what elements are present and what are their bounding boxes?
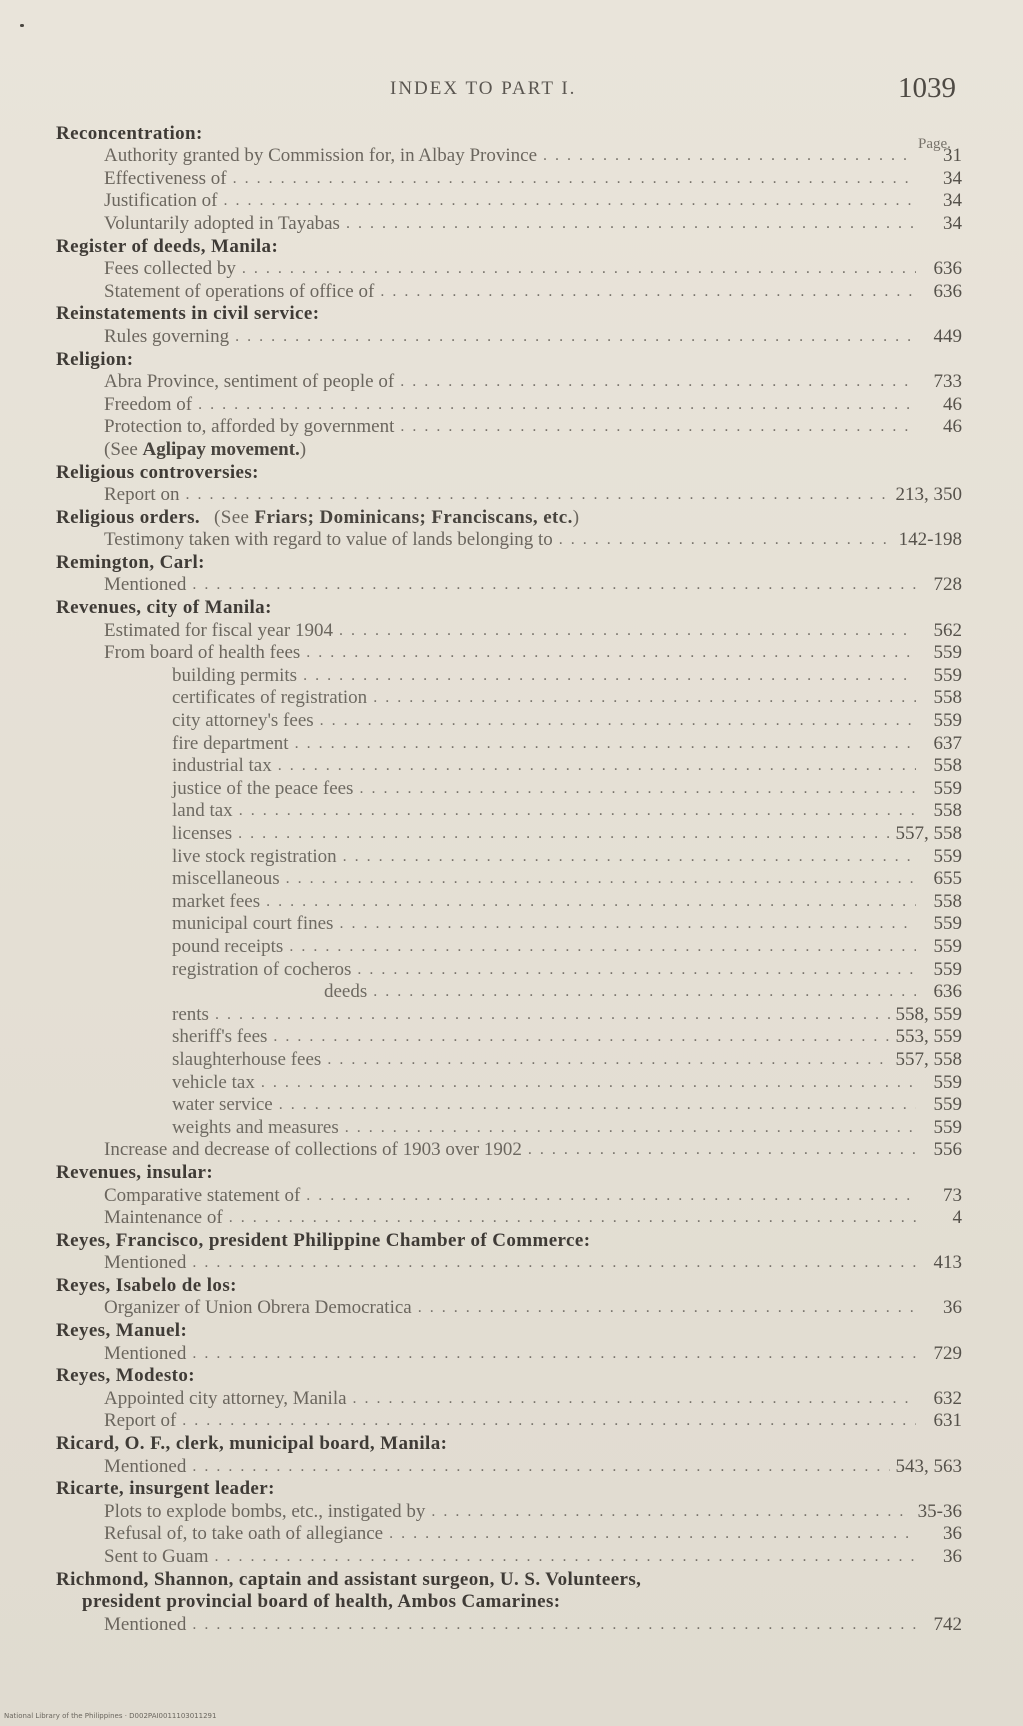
dot-leader: [242, 258, 916, 280]
index-subentry: [56, 1545, 966, 1568]
page-ref: 142-198: [898, 529, 962, 551]
entry-text: Mentioned: [104, 1455, 187, 1477]
index-heading: [56, 1229, 966, 1252]
entry-text: slaughterhouse fees: [172, 1048, 322, 1070]
dot-leader: [215, 1004, 890, 1026]
dot-leader: [192, 1614, 916, 1636]
entry-text: Comparative statement of: [104, 1184, 301, 1206]
entry-text: Report of: [104, 1410, 177, 1432]
page-ref: 34: [943, 167, 962, 189]
page-ref: 636: [933, 258, 962, 280]
entry-text: Voluntarily adopted in Tayabas: [104, 212, 340, 234]
see-suffix: ): [572, 506, 580, 528]
dot-leader: [215, 1546, 917, 1568]
dot-leader: [185, 484, 889, 506]
entry-text: deeds: [324, 981, 368, 1003]
entry-text: sheriff's fees: [172, 1026, 268, 1048]
entry-text: Fees collected by: [104, 258, 236, 280]
page-ref: 413: [933, 1252, 962, 1274]
page-ref: 729: [933, 1342, 962, 1364]
index-heading: [56, 1478, 966, 1501]
index-heading: [56, 551, 966, 574]
dot-leader: [528, 1139, 916, 1161]
page-ref: 559: [933, 664, 962, 686]
entry-text: Freedom of: [104, 393, 193, 415]
index-subentry: [56, 642, 966, 665]
entry-text: Mentioned: [104, 1252, 187, 1274]
index-heading: [56, 1365, 966, 1388]
page-ref: 631: [933, 1410, 962, 1432]
running-title: INDEX TO PART I.: [390, 78, 577, 99]
index-heading: [56, 1161, 966, 1184]
page-ref: 559: [933, 845, 962, 867]
index-heading: [56, 303, 966, 326]
index-subentry: [56, 1184, 966, 1207]
dot-leader: [229, 1207, 916, 1229]
index-subentry: [56, 1297, 966, 1320]
entry-text: rents: [172, 1003, 209, 1025]
page-ref: 543, 563: [895, 1455, 962, 1477]
index-subentry: [56, 258, 966, 281]
entry-text: Revenues, city of Manila:: [56, 597, 272, 619]
entry-text: land tax: [172, 800, 233, 822]
page-ref: 559: [933, 1116, 962, 1138]
index-heading: [56, 506, 966, 529]
entry-text: Remington, Carl:: [56, 551, 205, 573]
entry-text: Religion:: [56, 348, 134, 370]
page-ref: 556: [933, 1139, 962, 1161]
dot-leader: [273, 1026, 889, 1048]
index-heading: [56, 1568, 966, 1591]
index-heading: [56, 1319, 966, 1342]
page-ref: 557, 558: [895, 1048, 962, 1070]
index-subentry-nested: [56, 777, 966, 800]
page-ref: 655: [933, 868, 962, 890]
index-subentry: [56, 1455, 966, 1478]
index-subentry: [56, 619, 966, 642]
entry-text: Rules governing: [104, 325, 230, 347]
dot-leader: [327, 1049, 889, 1071]
entry-text: market fees: [172, 890, 261, 912]
entry-text: president provincial board of health, Ambos Camarines:: [82, 1591, 561, 1613]
entry-text: Mentioned: [104, 1342, 187, 1364]
entry-text: live stock registration: [172, 845, 337, 867]
index-subentry-nested: [56, 1003, 966, 1026]
page-ref: 733: [933, 371, 962, 393]
entry-text: Effectiveness of: [104, 167, 227, 189]
page-ref: 31: [943, 145, 962, 167]
index-subentry-nested: [56, 890, 966, 913]
entry-text: Increase and decrease of collections of 1903 over 1902: [104, 1139, 522, 1161]
dot-leader: [320, 710, 916, 732]
page-ref: 632: [933, 1387, 962, 1409]
page-ref: 559: [933, 710, 962, 732]
index-subentry: [56, 416, 966, 439]
index-subentry: [56, 1207, 966, 1230]
page-ref: 46: [943, 393, 962, 415]
entry-text: Abra Province, sentiment of people of: [104, 371, 395, 393]
page-number: 1039: [898, 72, 956, 104]
see-target: Aglipay movement.: [142, 438, 300, 460]
dot-leader: [278, 755, 916, 777]
entry-text: justice of the peace fees: [172, 777, 354, 799]
dot-leader: [192, 1252, 916, 1274]
page-ref: 36: [943, 1546, 962, 1567]
index-subentry: [56, 484, 966, 507]
entry-text: Religious controversies:: [56, 461, 259, 483]
dot-leader: [373, 687, 916, 709]
index-subentry: [56, 325, 966, 348]
entry-text: Sent to Guam: [104, 1546, 209, 1567]
entry-text: certificates of registration: [172, 687, 368, 709]
page-column-label: Page.: [918, 136, 951, 152]
entry-text: Mentioned: [104, 574, 187, 596]
page-ref: 558, 559: [895, 1003, 962, 1025]
entry-text: Reyes, Isabelo de los:: [56, 1274, 237, 1296]
entry-text: Maintenance of: [104, 1207, 223, 1229]
entry-text: licenses: [172, 823, 233, 844]
index-subentry-nested: [56, 981, 966, 1004]
dot-leader: [192, 574, 916, 596]
entry-text: Statement of operations of office of: [104, 280, 375, 302]
page-ref: 742: [933, 1613, 962, 1635]
page-ref: 637: [933, 732, 962, 754]
index-subentry: [56, 212, 966, 235]
dot-leader: [261, 1072, 916, 1094]
entry-text: Reyes, Manuel:: [56, 1320, 188, 1342]
entry-text: building permits: [172, 664, 298, 686]
dot-leader: [223, 190, 916, 212]
index-subentry: [56, 438, 966, 461]
dot-leader: [345, 1117, 916, 1139]
dot-leader: [182, 1410, 916, 1432]
index-subentry: [56, 371, 966, 394]
index-heading: [56, 461, 966, 484]
dot-leader: [239, 800, 916, 822]
index-subentry-nested: [56, 1071, 966, 1094]
dot-leader: [279, 1094, 916, 1116]
index-subentry: [56, 1410, 966, 1433]
page-ref: 559: [933, 777, 962, 799]
dot-leader: [346, 213, 916, 235]
index-subentry: [56, 1523, 966, 1546]
index-subentry: [56, 145, 966, 168]
see-suffix: ): [299, 438, 307, 460]
entry-text: Revenues, insular:: [56, 1161, 214, 1183]
entry-text: Reyes, Francisco, president Philippine Chamber of Commerce:: [56, 1229, 591, 1251]
index-subentry: [56, 574, 966, 597]
entry-text: Refusal of, to take oath of allegiance: [104, 1523, 384, 1545]
dot-leader: [235, 326, 916, 348]
dot-leader: [373, 981, 916, 1003]
index-subentry: [56, 529, 966, 552]
index-subentry: [56, 1500, 966, 1523]
dot-leader: [233, 168, 916, 190]
index-subentry-nested: [56, 709, 966, 732]
dot-leader: [431, 1501, 911, 1523]
ink-speck: [20, 24, 24, 27]
index-heading: [56, 122, 966, 145]
dot-leader: [400, 371, 916, 393]
index-subentry-nested: [56, 732, 966, 755]
dot-leader: [357, 959, 916, 981]
index-heading: [56, 1274, 966, 1297]
page-ref: 559: [933, 1094, 962, 1116]
index-subentry-nested: [56, 664, 966, 687]
index-heading: [56, 348, 966, 371]
entry-text: fire department: [172, 732, 289, 754]
index-heading: [56, 1432, 966, 1455]
page-ref: 728: [933, 574, 962, 596]
page-header: [0, 72, 1023, 112]
dot-leader: [543, 145, 916, 167]
page-ref: 636: [933, 280, 962, 302]
index-subentry: [56, 1252, 966, 1275]
entry-text: Plots to explode bombs, etc., instigated by: [104, 1500, 426, 1522]
index-heading: [56, 596, 966, 619]
see-prefix: (See: [214, 506, 255, 528]
dot-leader: [559, 529, 893, 551]
entry-text: industrial tax: [172, 755, 272, 777]
dot-leader: [192, 1343, 916, 1365]
page-ref: 559: [933, 1071, 962, 1093]
dot-leader: [266, 891, 916, 913]
index-subentry-nested: [56, 868, 966, 891]
page-ref: 559: [933, 642, 962, 664]
entry-text: Reconcentration:: [56, 122, 203, 144]
entry-text: Register of deeds, Manila:: [56, 235, 279, 257]
entry-text: Report on: [104, 484, 180, 506]
index-subentry-nested: [56, 1094, 966, 1117]
index-subentry-nested: [56, 822, 966, 845]
entry-text: weights and measures: [172, 1116, 339, 1138]
page-ref: 558: [933, 800, 962, 822]
index-subentry-nested: [56, 913, 966, 936]
dot-leader: [400, 416, 916, 438]
entry-text: vehicle tax: [172, 1071, 255, 1093]
dot-leader: [192, 1456, 889, 1478]
page-ref: 558: [933, 755, 962, 777]
index-subentry: [56, 190, 966, 213]
dot-leader: [418, 1297, 916, 1319]
entry-text: Religious orders.: [56, 506, 201, 528]
page-ref: 559: [933, 958, 962, 980]
index-subentry-nested: [56, 1026, 966, 1049]
page-ref: 558: [933, 890, 962, 912]
index-subentry-nested: [56, 755, 966, 778]
entry-text: Ricard, O. F., clerk, municipal board, Manila:: [56, 1433, 448, 1455]
entry-text: Authority granted by Commission for, in Albay Province: [104, 145, 538, 167]
entry-text: Organizer of Union Obrera Democratica: [104, 1297, 412, 1319]
page-ref: 449: [933, 325, 962, 347]
index-subentry: [56, 1613, 966, 1636]
page-ref: 46: [943, 416, 962, 438]
page-ref: 4: [952, 1207, 962, 1229]
dot-leader: [295, 733, 916, 755]
dot-leader: [306, 1185, 916, 1207]
index-subentry-nested: [56, 1048, 966, 1071]
page-ref: 36: [943, 1297, 962, 1319]
dot-leader: [286, 868, 916, 890]
entry-text: water service: [172, 1094, 273, 1116]
index-heading: [56, 235, 966, 258]
page-ref: 562: [933, 619, 962, 641]
see-target: Friars; Dominicans; Franciscans, etc.: [254, 506, 573, 528]
entry-text: Testimony taken with regard to value of lands belonging to: [104, 529, 553, 551]
entry-text: Ricarte, insurgent leader:: [56, 1478, 275, 1500]
entry-text: city attorney's fees: [172, 710, 314, 732]
index-subentry: [56, 1342, 966, 1365]
dot-leader: [353, 1388, 916, 1410]
index-subentry-nested: [56, 800, 966, 823]
entry-text: Justification of: [104, 190, 218, 212]
index-subentry-nested: [56, 958, 966, 981]
page-ref: 35-36: [917, 1500, 962, 1522]
dot-leader: [389, 1523, 916, 1545]
entry-text: Reyes, Modesto:: [56, 1365, 195, 1387]
page-ref: 213, 350: [895, 484, 962, 506]
dot-leader: [343, 846, 916, 868]
index-heading-continued: [56, 1591, 966, 1614]
dot-leader: [339, 620, 916, 642]
entry-text: registration of cocheros: [172, 958, 352, 980]
entry-text: Estimated for fiscal year 1904: [104, 619, 333, 641]
page-ref: 559: [933, 935, 962, 957]
dot-leader: [306, 642, 916, 664]
page-ref: 558: [933, 687, 962, 709]
see-prefix: (See: [104, 438, 143, 460]
page-ref: 34: [943, 190, 962, 212]
page-ref: 636: [933, 981, 962, 1003]
dot-leader: [238, 823, 889, 845]
dot-leader: [359, 778, 916, 800]
page-ref: 557, 558: [895, 823, 962, 844]
page-ref: 34: [943, 212, 962, 234]
index-subentry: [56, 1387, 966, 1410]
page-ref: 559: [933, 913, 962, 935]
page-ref: 73: [943, 1184, 962, 1206]
entry-text: Richmond, Shannon, captain and assistant surgeon, U. S. Volunteers,: [56, 1568, 642, 1590]
index-subentry-nested: [56, 935, 966, 958]
index-subentry-nested: [56, 845, 966, 868]
entry-text: pound receipts: [172, 935, 284, 957]
scan-footer: National Library of the Philippines · D002PAI0011103011291: [4, 1712, 217, 1720]
dot-leader: [380, 281, 916, 303]
entry-text: municipal court fines: [172, 913, 334, 935]
index-entries: [56, 122, 966, 1636]
entry-text: Protection to, afforded by government: [104, 416, 395, 438]
index-subentry: [56, 167, 966, 190]
entry-text: Appointed city attorney, Manila: [104, 1387, 347, 1409]
dot-leader: [339, 913, 916, 935]
index-subentry: [56, 393, 966, 416]
entry-text: From board of health fees: [104, 642, 301, 664]
dot-leader: [303, 665, 916, 687]
see-reference: [214, 507, 579, 529]
entry-text: Mentioned: [104, 1613, 187, 1635]
index-subentry: [56, 1139, 966, 1162]
dot-leader: [198, 394, 916, 416]
page-ref: 553, 559: [895, 1026, 962, 1048]
index-subentry: [56, 280, 966, 303]
see-reference: [104, 439, 306, 461]
index-subentry-nested: [56, 687, 966, 710]
dot-leader: [289, 936, 916, 958]
entry-text: miscellaneous: [172, 868, 280, 890]
page-ref: 36: [943, 1523, 962, 1545]
entry-text: Reinstatements in civil service:: [56, 303, 320, 325]
index-subentry-nested: [56, 1116, 966, 1139]
